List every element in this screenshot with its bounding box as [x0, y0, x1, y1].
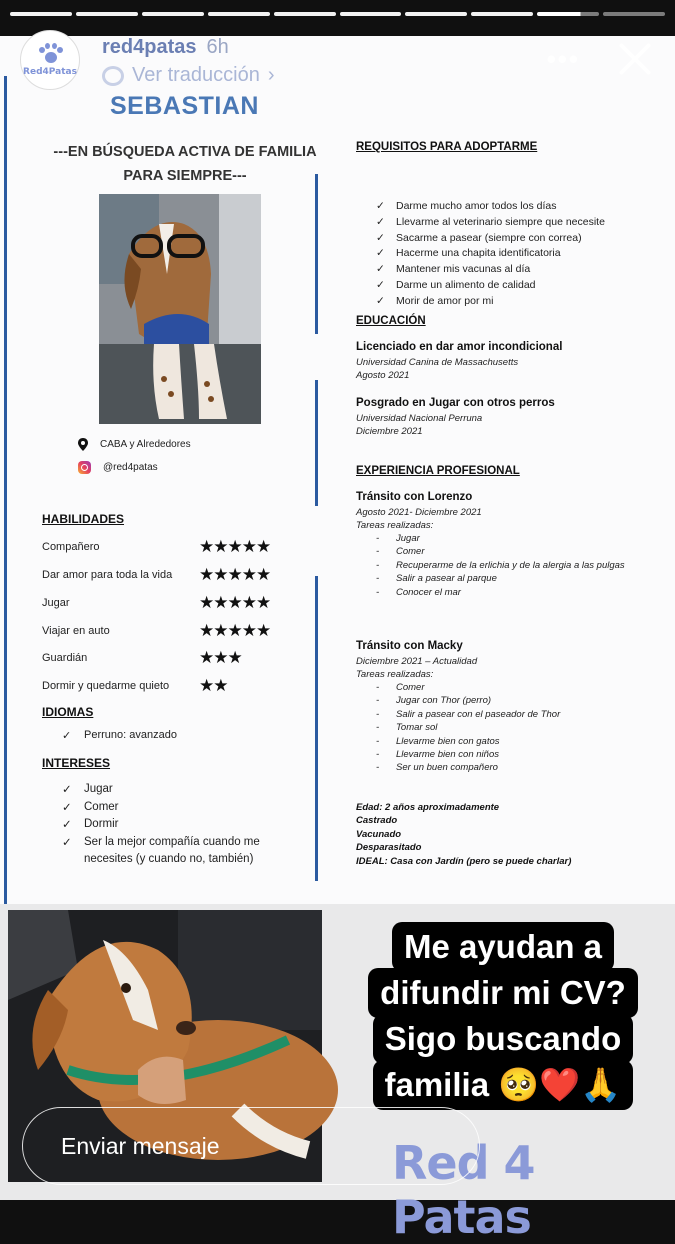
skill-stars: ★★★★★: [199, 565, 271, 584]
skill-row: [42, 621, 282, 640]
instagram-handle: @red4patas: [103, 462, 158, 473]
fact-line: Edad: 2 años aproximadamente: [356, 802, 500, 813]
skill-stars: ★★★★★: [199, 621, 271, 640]
list-item: ✓ Hacerme una chapita identificatoria: [376, 247, 605, 263]
text-sticker: [356, 924, 650, 1108]
username-text: red4patas: [102, 36, 197, 58]
list-item: - Salir a pasear al parque: [376, 572, 626, 585]
requirements-list: [376, 200, 605, 311]
skill-row: [42, 565, 282, 584]
sticker-line: difundir mi CV?: [368, 968, 638, 1018]
list-item: - Llevarme bien con niños: [376, 748, 626, 761]
send-message-input[interactable]: Enviar mensaje: [22, 1107, 480, 1185]
list-item: - Comer: [376, 545, 626, 558]
list-item: ✓ Jugar: [62, 781, 282, 799]
progress-segment: [471, 12, 533, 16]
sticker-line: Me ayudan a: [392, 922, 614, 972]
divider: [315, 174, 318, 334]
education-school: Universidad Canina de Massachusetts: [356, 357, 519, 368]
progress-segment: [603, 12, 665, 16]
location-text: CABA y Alrededores: [100, 439, 191, 450]
post-age: 6h: [206, 36, 229, 58]
instagram-icon: [78, 461, 91, 474]
progress-segment: [405, 12, 467, 16]
progress-segment: [340, 12, 402, 16]
education-date: Agosto 2021: [356, 370, 410, 381]
education-heading: EDUCACIÓN: [356, 315, 426, 327]
skill-row: [42, 593, 282, 612]
avatar-brand: Red4Patas: [23, 67, 77, 77]
list-item: ✓ Dormir: [62, 816, 282, 834]
list-item: - Recuperarme de la erlichia y de la alergia a las pulgas: [376, 559, 626, 572]
username[interactable]: [102, 36, 229, 59]
languages-list: [62, 729, 177, 741]
fact-line: Desparasitado: [356, 842, 422, 854]
progress-segment: [274, 12, 336, 16]
tasks-label: Tareas realizadas:: [356, 520, 434, 531]
progress-segment: [76, 12, 138, 16]
fact-line: Castrado: [356, 815, 398, 827]
interests-list: [62, 781, 282, 869]
instagram-row: [78, 461, 158, 474]
job-title: Tránsito con Macky: [356, 640, 463, 652]
location-row: [78, 438, 191, 451]
dog-name: SEBASTIAN: [110, 92, 259, 120]
fact-line: Vacunado: [356, 828, 402, 840]
list-item: ✓ Morir de amor por mi: [376, 295, 605, 311]
progress-segment: [142, 12, 204, 16]
sticker-line: Sigo buscando: [373, 1014, 634, 1064]
close-icon[interactable]: [615, 38, 655, 78]
education-school: Universidad Nacional Perruna: [356, 413, 483, 424]
tasks-label: Tareas realizadas:: [356, 669, 434, 680]
list-item: - Jugar: [376, 532, 626, 545]
skill-stars: ★★★: [199, 648, 242, 667]
location-pin-icon: [78, 438, 88, 451]
tasks-list: [376, 681, 626, 775]
chevron-right-icon: ›: [267, 64, 275, 86]
list-item: - Jugar con Thor (perro): [376, 694, 626, 707]
skill-label: Dormir y quedarme quieto: [42, 680, 170, 692]
skill-label: Compañero: [42, 541, 100, 553]
interests-heading: INTERESES: [42, 756, 111, 770]
skill-row: [42, 537, 282, 556]
list-item: - Comer: [376, 681, 626, 694]
skills-heading: HABILIDADES: [42, 512, 125, 526]
paw-icon: [37, 43, 63, 65]
skill-label: Guardián: [42, 652, 88, 664]
skill-row: [42, 676, 282, 695]
progress-segment-current: [537, 12, 599, 16]
list-item: - Salir a pasear con el paseador de Thor: [376, 708, 626, 721]
translate-text: Ver traducción: [132, 64, 260, 86]
fact-line: IDEAL: Casa con Jardín (pero se puede charlar): [356, 855, 572, 867]
list-item: ✓ Darme un alimento de calidad: [376, 279, 605, 295]
job-period: Diciembre 2021 – Actualidad: [356, 656, 478, 667]
translate-link[interactable]: [102, 64, 275, 87]
sticker-line: familia 🥺❤️🙏: [373, 1060, 634, 1110]
skill-label: Viajar en auto: [42, 625, 110, 637]
avatar[interactable]: [20, 30, 80, 90]
languages-heading: IDIOMAS: [42, 705, 94, 719]
skill-stars: ★★: [199, 676, 228, 695]
skill-label: Jugar: [42, 597, 70, 609]
list-item: ✓ Perruno: avanzado: [62, 729, 177, 741]
list-item: ✓ Darme mucho amor todos los días: [376, 200, 605, 216]
brand-logo-text: Red 4 Patas: [392, 1136, 535, 1244]
more-options-icon[interactable]: •••: [546, 44, 580, 74]
list-item: - Ser un buen compañero: [376, 761, 626, 774]
story-header: [20, 30, 655, 90]
tagline: ---EN BÚSQUEDA ACTIVA DE FAMILIA PARA SIEMPRE---: [53, 144, 317, 184]
divider: [315, 380, 318, 506]
dog-portrait-photo: [99, 194, 261, 424]
experience-heading: EXPERIENCIA PROFESIONAL: [356, 465, 520, 477]
list-item: ✓ Comer: [62, 799, 282, 817]
progress-segment: [208, 12, 270, 16]
education-degree: Posgrado en Jugar con otros perros: [356, 397, 555, 409]
education-degree: Licenciado en dar amor incondicional: [356, 341, 563, 353]
progress-segment: [10, 12, 72, 16]
skill-row: [42, 648, 282, 667]
list-item: ✓ Llevarme al veterinario siempre que necesite: [376, 216, 605, 232]
skill-stars: ★★★★★: [199, 537, 271, 556]
left-border: [4, 76, 7, 904]
story-progress: [10, 12, 665, 16]
divider: [315, 576, 318, 881]
list-item: ✓ Ser la mejor compañía cuando me necesites (y cuando no, también): [62, 834, 282, 869]
skill-stars: ★★★★★: [199, 593, 271, 612]
cv-document: [0, 36, 675, 904]
list-item: - Llevarme bien con gatos: [376, 735, 626, 748]
skill-label: Dar amor para toda la vida: [42, 569, 173, 581]
job-title: Tránsito con Lorenzo: [356, 491, 473, 503]
requirements-heading: REQUISITOS PARA ADOPTARME: [356, 141, 538, 153]
list-item: - Tomar sol: [376, 721, 626, 734]
translate-icon: [102, 66, 124, 86]
list-item: ✓ Sacarme a pasear (siempre con correa): [376, 232, 605, 248]
list-item: ✓ Mantener mis vacunas al día: [376, 263, 605, 279]
facts-block: [356, 801, 571, 868]
tasks-list: [376, 532, 626, 599]
education-date: Diciembre 2021: [356, 426, 423, 437]
job-period: Agosto 2021- Diciembre 2021: [356, 507, 482, 518]
list-item: - Conocer el mar: [376, 586, 626, 599]
